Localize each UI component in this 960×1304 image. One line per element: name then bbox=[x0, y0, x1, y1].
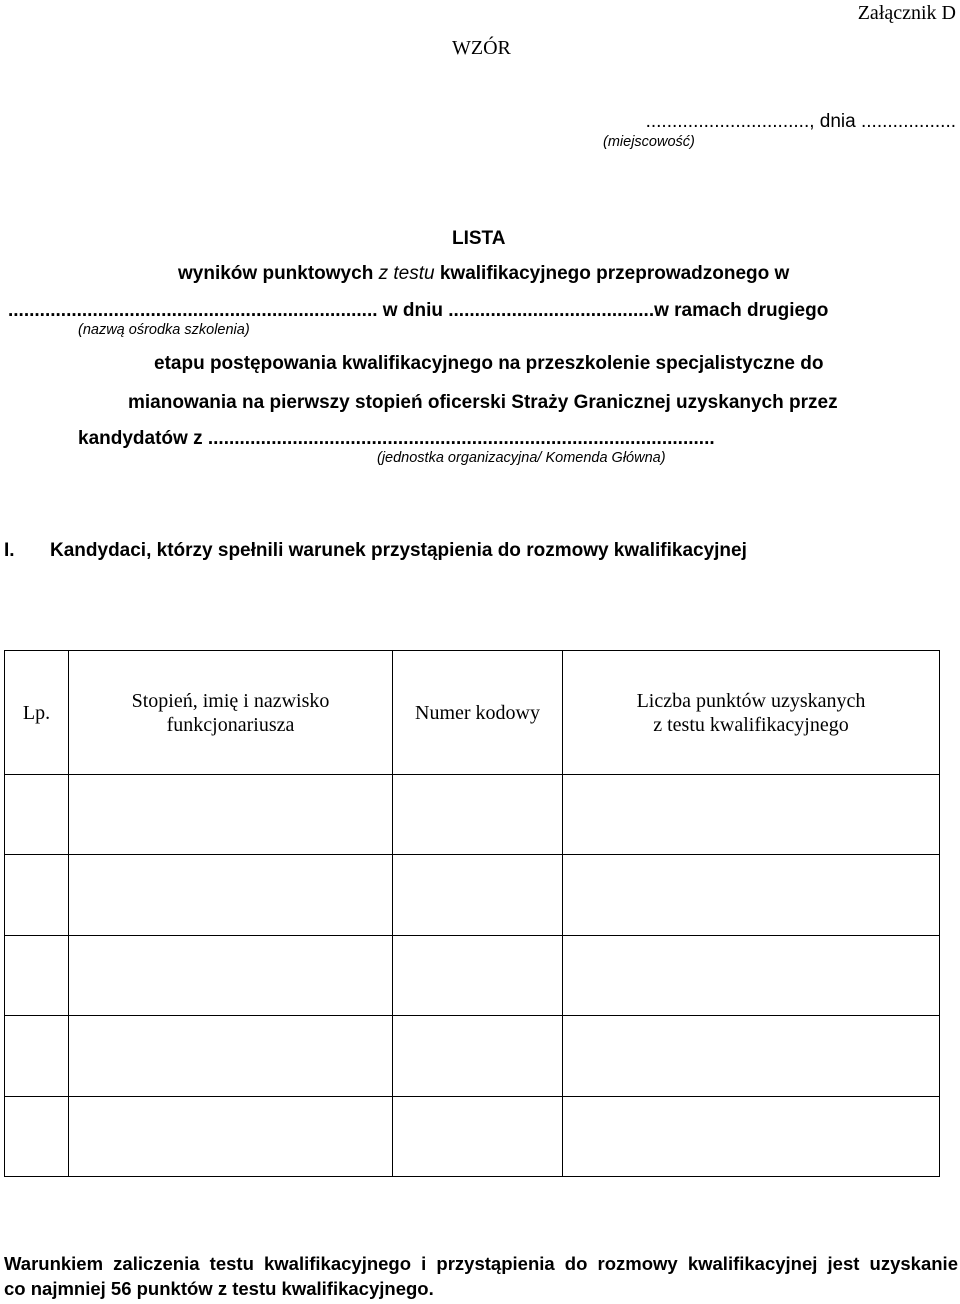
table-cell[interactable] bbox=[5, 935, 69, 1015]
table-row bbox=[5, 935, 940, 1015]
place-date-line: ..............................., dnia .................. bbox=[645, 111, 956, 132]
results-body bbox=[5, 775, 940, 1177]
footer-line-1: Warunkiem zaliczenia testu kwalifikacyjnego i przystąpienia do rozmowy kwalifikacyjnej jest uzyskanie bbox=[4, 1253, 958, 1274]
footer-line-2: co najmniej 56 punktów z testu kwalifikacyjnego. bbox=[4, 1278, 434, 1299]
table-cell[interactable] bbox=[393, 855, 563, 935]
title-line-1c: kwalifikacyjnego przeprowadzonego w bbox=[439, 263, 790, 284]
table-cell[interactable] bbox=[393, 1096, 563, 1176]
table-cell[interactable] bbox=[69, 935, 393, 1015]
template-label: WZÓR bbox=[452, 37, 511, 59]
table-cell[interactable] bbox=[69, 855, 393, 935]
col-code-header: Numer kodowy bbox=[393, 651, 563, 775]
table-row bbox=[5, 1016, 940, 1096]
table-cell[interactable] bbox=[563, 1016, 940, 1096]
col-name-header bbox=[69, 651, 393, 775]
table-row bbox=[5, 855, 940, 935]
document-title: LISTA bbox=[452, 228, 506, 249]
title-line-4: mianowania na pierwszy stopień oficerski Straży Granicznej uzyskanych przez bbox=[128, 392, 838, 413]
place-note: (miejscowość) bbox=[603, 134, 695, 150]
table-cell[interactable] bbox=[69, 1016, 393, 1096]
table-cell[interactable] bbox=[5, 775, 69, 855]
table-cell[interactable] bbox=[69, 775, 393, 855]
section-number: I. bbox=[4, 540, 15, 561]
col-lp-header: Lp. bbox=[5, 651, 69, 775]
section-heading bbox=[4, 540, 747, 562]
title-line-5: kandydatów z ................................................................................................ bbox=[78, 428, 715, 449]
col-points-line-1: Liczba punktów uzyskanych bbox=[636, 689, 866, 712]
table-cell[interactable] bbox=[393, 775, 563, 855]
table-cell[interactable] bbox=[563, 935, 940, 1015]
col-points-header bbox=[563, 651, 940, 775]
table-cell[interactable] bbox=[69, 1096, 393, 1176]
table-cell[interactable] bbox=[5, 1096, 69, 1176]
table-row bbox=[5, 1096, 940, 1176]
title-line-1a: wyników punktowych bbox=[178, 263, 374, 284]
title-line-1 bbox=[178, 263, 789, 285]
footer-note bbox=[4, 1251, 958, 1301]
training-center-note: (nazwą ośrodka szkolenia) bbox=[78, 322, 250, 338]
table-cell[interactable] bbox=[393, 935, 563, 1015]
col-name-line-1: Stopień, imię i nazwisko bbox=[131, 689, 330, 712]
table-cell[interactable] bbox=[5, 855, 69, 935]
col-name-line-2: funkcjonariusza bbox=[166, 713, 295, 736]
results-table bbox=[4, 650, 940, 1177]
title-line-1b: z testu bbox=[378, 263, 435, 284]
table-row bbox=[5, 775, 940, 855]
col-points-line-2: z testu kwalifikacyjnego bbox=[653, 713, 849, 736]
table-cell[interactable] bbox=[563, 775, 940, 855]
table-cell[interactable] bbox=[393, 1016, 563, 1096]
title-line-3: etapu postępowania kwalifikacyjnego na przeszkolenie specjalistyczne do bbox=[154, 353, 824, 374]
section-text: Kandydaci, którzy spełnili warunek przystąpienia do rozmowy kwalifikacyjnej bbox=[50, 540, 747, 561]
annex-label: Załącznik D bbox=[857, 2, 956, 24]
table-cell[interactable] bbox=[563, 855, 940, 935]
table-cell[interactable] bbox=[5, 1016, 69, 1096]
title-line-2: ...................................................................... w dniu .......................................w ramach drugiego bbox=[8, 300, 829, 321]
table-header-row bbox=[5, 651, 940, 775]
unit-note: (jednostka organizacyjna/ Komenda Główna) bbox=[377, 450, 666, 466]
table-cell[interactable] bbox=[563, 1096, 940, 1176]
